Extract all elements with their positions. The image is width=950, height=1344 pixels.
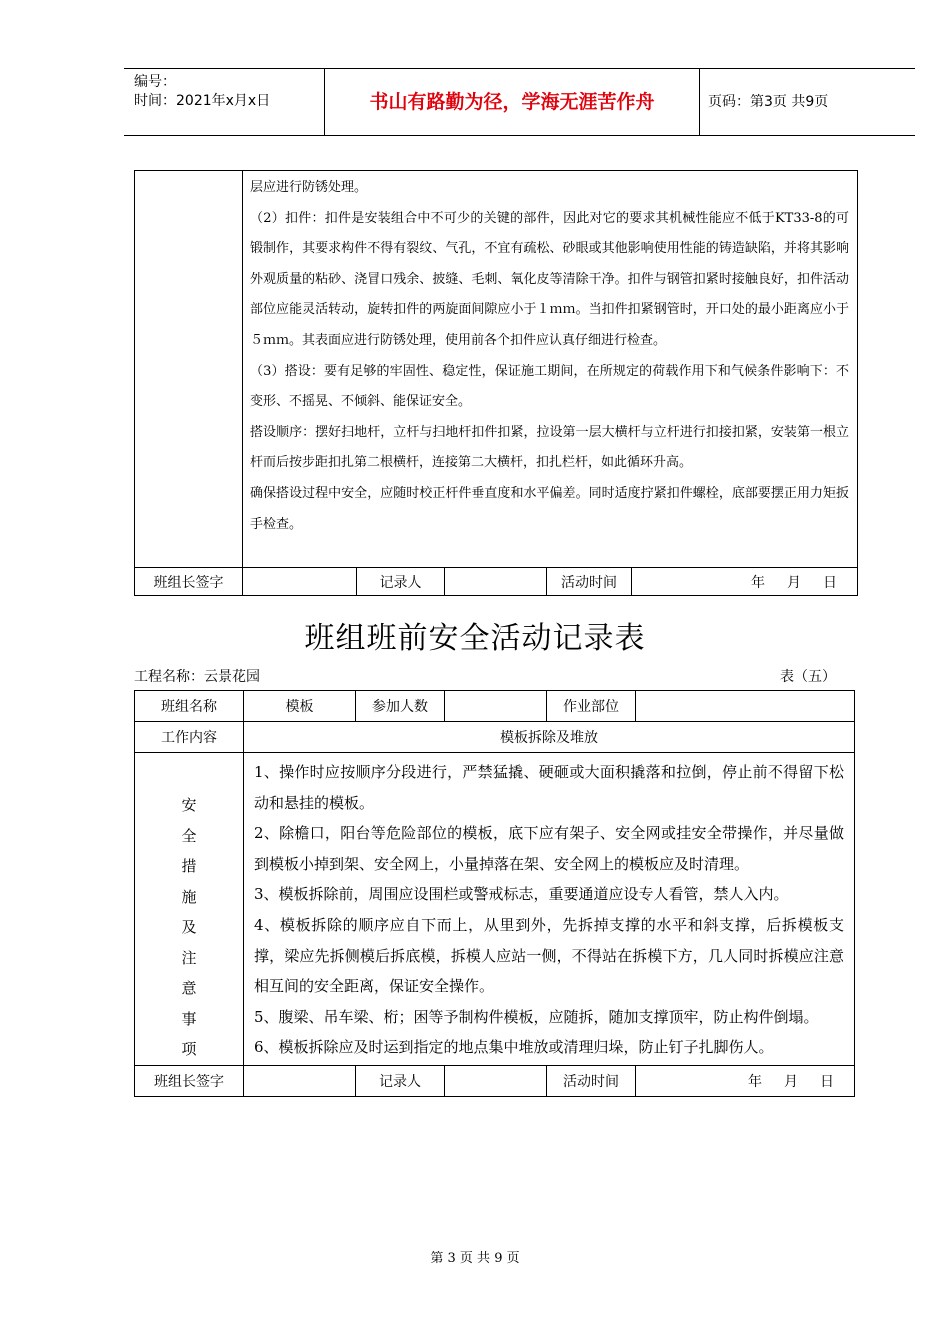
paragraph: 层应进行防锈处理。	[250, 180, 368, 195]
recorder-field	[445, 1065, 547, 1096]
time-label: 时间：2021年x月x日	[134, 93, 271, 109]
safety-measures-content	[244, 753, 855, 1066]
location-value	[636, 691, 855, 722]
activity-time-label: 活动时间	[547, 1065, 636, 1096]
label-char: 施	[181, 887, 197, 906]
header-page-info: 页码：第3页 共9页	[708, 94, 829, 110]
label-char: 意	[181, 979, 197, 997]
safety-item: 5、腹梁、吊车梁、桁；困等予制构件模板，应随拆，随加支撑顶牢，防止构件倒塌。	[254, 1007, 819, 1026]
team-name-value: 模板	[244, 691, 356, 722]
activity-date	[632, 568, 858, 596]
month-label: 月	[784, 1073, 798, 1090]
label-char: 项	[181, 1040, 197, 1058]
safety-item: 3、模板拆除前，周围应设围栏或警戒标志，重要通道应设专人看管，禁人入内。	[254, 885, 789, 904]
leader-signature-field	[244, 1065, 356, 1096]
day-label: 日	[823, 574, 838, 591]
month-label: 月	[787, 574, 802, 591]
year-label: 年	[748, 1073, 762, 1090]
page-header	[124, 68, 915, 136]
label-char: 全	[181, 826, 197, 845]
safety-item: 6、模板拆除应及时运到指定的地点集中堆放或清理归垛，防止钉子扎脚伤人。	[254, 1038, 774, 1057]
team-name-label: 班组名称	[135, 691, 244, 722]
year-label: 年	[751, 574, 766, 591]
label-char: 安	[181, 796, 197, 814]
safety-measures-label	[135, 753, 244, 1066]
continued-content	[243, 171, 858, 568]
paragraph: 搭设顺序：摆好扫地杆，立杆与扫地杆扣件扣紧，拉设第一层大横杆与立杆进行扣接扣紧，安装第一根立杆而后按步距扣扎第二根横杆，连接第二大横杆，扣扎栏杆，如此循环升高。	[250, 424, 850, 471]
label-char: 措	[181, 857, 197, 875]
paragraph: 确保搭设过程中安全，应随时校正杆件垂直度和水平偏差。同时适度拧紧扣件螺栓，底部要摆正用力矩扳手检查。	[250, 485, 850, 532]
safety-item: 4、模板拆除的顺序应自下而上，从里到外，先拆掉支撑的水平和斜支撑，后拆模板支撑，梁应先拆侧模后拆底模，拆模人应站一侧，不得站在拆模下方，几人同时拆模应注意相互间的安全距离，保证安全操作。	[254, 915, 844, 996]
participants-label: 参加人数	[356, 691, 445, 722]
header-meta	[124, 69, 325, 135]
empty-label-cell	[135, 171, 243, 568]
work-content-label: 工作内容	[135, 722, 244, 753]
activity-date	[636, 1065, 855, 1096]
label-char: 事	[181, 1009, 197, 1028]
safety-activity-table	[134, 690, 855, 1097]
work-content-value: 模板拆除及堆放	[244, 722, 855, 753]
table-number: 表（五）	[780, 669, 836, 685]
recorder-field	[445, 568, 547, 596]
continued-table	[134, 170, 858, 596]
location-label: 作业部位	[547, 691, 636, 722]
safety-item: 1、操作时应按顺序分段进行，严禁猛撬、硬砸或大面积撬落和拉倒，停止前不得留下松动和悬挂的模板。	[254, 763, 844, 812]
page-title: 班组班前安全活动记录表	[304, 621, 646, 656]
leader-signature-label: 班组长签字	[135, 568, 243, 596]
paragraph: （2）扣件：扣件是安装组合中不可少的关键的部件，因此对它的要求其机械性能应不低于KT33-8的可锻制作，其要求构件不得有裂纹、气孔，不宜有疏松、砂眼或其他影响使用性能的铸造缺陷，并将其影响外观质量的粘砂、浇冒口残余、披缝、毛刺、氧化皮等清除干净。扣件与钢管扣紧时接触良好，扣件活动部位应能灵活转动，旋转扣件的两旋面间隙应小于１ｍｍ。当扣件扣紧钢管时，开口处的最小距离应小于５ｍｍ。其表面应进行防锈处理，使用前各个扣件应认真仔细进行检查。	[250, 210, 850, 348]
safety-item: 2、除檐口，阳台等危险部位的模板，底下应有架子、安全网或挂安全带操作，并尽量做到模板小掉到架、安全网上，小量掉落在架、安全网上的模板应及时清理。	[254, 824, 844, 873]
label-char: 及	[181, 918, 197, 936]
page-footer: 第 3 页 共 9 页	[430, 1251, 520, 1266]
paragraph: （3）搭设：要有足够的牢固性、稳定性，保证施工期间，在所规定的荷载作用下和气候条件影响下：不变形、不摇晃、不倾斜、能保证安全。	[250, 363, 850, 410]
leader-signature-label: 班组长签字	[135, 1065, 244, 1096]
number-label: 编号：	[134, 74, 176, 90]
recorder-label: 记录人	[357, 568, 445, 596]
project-name: 工程名称：云景花园	[134, 669, 260, 685]
label-char: 注	[181, 948, 197, 967]
header-motto: 书山有路勤为径，学海无涯苦作舟	[325, 69, 700, 135]
participants-value	[445, 691, 547, 722]
day-label: 日	[820, 1073, 834, 1090]
leader-signature-field	[243, 568, 357, 596]
activity-time-label: 活动时间	[547, 568, 632, 596]
recorder-label: 记录人	[356, 1065, 445, 1096]
